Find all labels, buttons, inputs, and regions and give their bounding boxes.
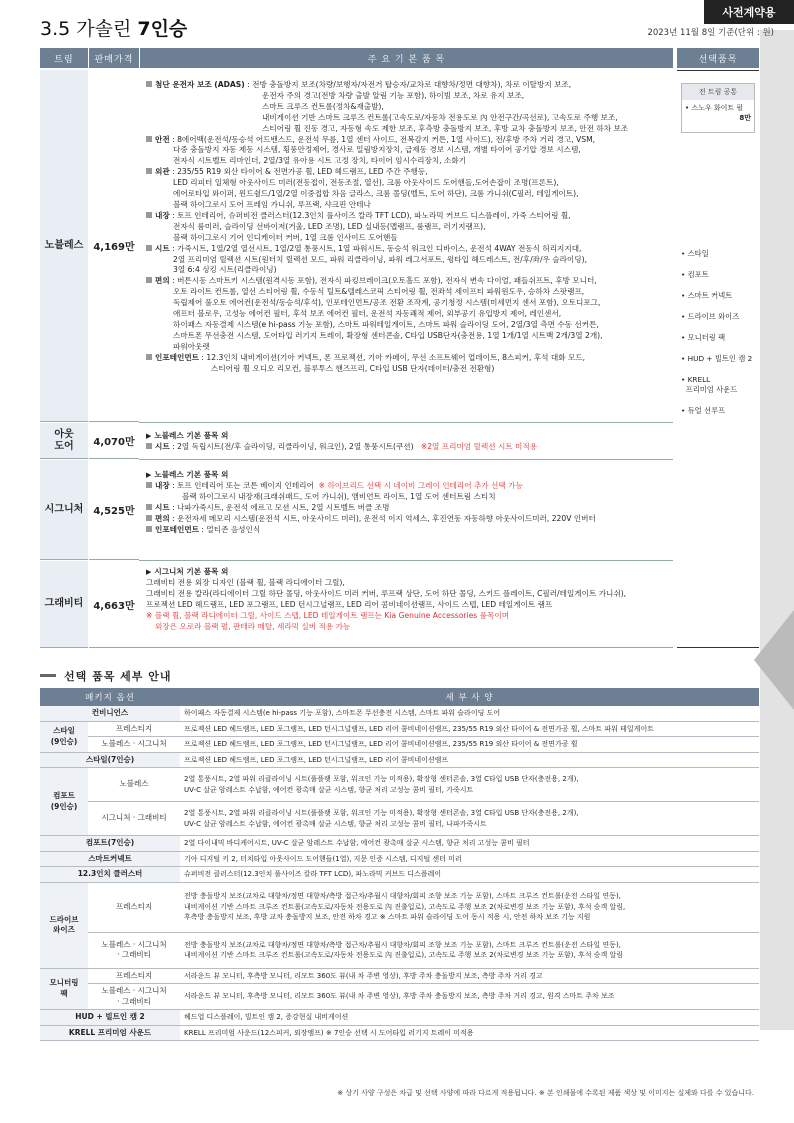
option-monitoring-pack: • 모니터링 팩 — [681, 333, 726, 342]
gravity-features: ▶ 시그니처 기본 품목 외 그래비티 전용 외장 디자인 (블랙 휠, 블랙 라디에이터 그릴), 그래비티 전용 칼라(라디에이터 그릴 하단 몰딩, 아웃사이드 미러 커버, 루프랙 상단, 도어 하단 몰딩, 스키드 플레이트, C필러/테일게이트 가니쉬), 프로젝션 LED 헤드램프, LED 포그램프, LED 턴시그널램프, LED 리어 콤비네이션램프, 사이드 스텝, LED 테일게이트 램프 ※ 블랙 휠, 블랙 라디에이터 그릴, 사이드 스텝, LED 테일게이트 램프는 Kia Genuine Accessories 품목이며 외장은 오로라 블랙 펄, 판테라 메탈, 세라믹 실버 적용 가능 — [146, 567, 671, 632]
price-date: 2023년 11월 8일 기준(단위 : 원) — [647, 28, 774, 38]
table-row — [40, 768, 759, 802]
row-divider — [139, 560, 673, 561]
gravity-line: 프로젝션 LED 헤드램프, LED 포그램프, LED 턴시그널램프, LED 리어 콤비네이션램프, 사이드 스텝, LED 테일게이트 램프 — [146, 599, 553, 609]
pkg-name: 스마트커넥트 — [40, 851, 180, 867]
pkg-spec: 2열 통풍시트, 2열 파워 리클라이닝 시트(풀플랫 포함, 워크인 기능 미적용), 확장형 센터콘솔, 3열 C타입 USB 단자(충전용, 2개), UV-C 살균 암레스트 수납함, 에어컨 광촉매 살균 시스템, 향균 처리 고성능 콤비 필터, 가죽시트 — [180, 768, 759, 802]
int-line: 전자식 룸미러, 슬라이딩 선바이저(거울, LED 조명), LED 실내등(맵램프, 룸램프, 러기지램프), — [173, 221, 486, 231]
option-snow-white: • 스노우 화이트 펄 — [685, 104, 744, 112]
pkg-spec: 프로젝션 LED 헤드램프, LED 포그램프, LED 턴시그널램프, LED 리어 콤비네이션램프, 235/55 R19 외산 타이어 & 전면가공 휠 — [180, 737, 759, 753]
adas-line: 내비게이션 기반 스마트 크루즈 컨트롤(고속도로/자동차 전용도로 內 안전구간/곡선로), 고속도로 주행 보조, — [262, 112, 618, 122]
gravity-line: 그래비티 전용 칼라(라디에이터 그릴 하단 몰딩, 아웃사이드 미러 커버, 루프랙 상단, 도어 하단 몰딩, 스키드 플레이트, C필러/테일게이트 가니쉬), — [146, 588, 627, 598]
table-row — [40, 932, 759, 968]
conv-line: 파워아웃렛 — [173, 341, 210, 351]
option-comfort: • 컴포트 — [681, 270, 709, 279]
gravity-note: ※ 블랙 휠, 블랙 라디에이터 그릴, 사이드 스텝, LED 테일게이트 램프는 Kia Genuine Accessories 품목이며 — [146, 610, 510, 620]
table-row — [40, 721, 759, 737]
detail-table — [40, 688, 759, 1041]
pkg-name: 스타일(7인승) — [40, 752, 180, 768]
table-row — [40, 882, 759, 932]
option-style: • 스타일 — [681, 249, 709, 258]
signature-seat-title: 시트 — [155, 502, 170, 512]
pkg-spec: 헤드업 디스플레이, 빌트인 캠 2, 증강현실 내비게이션 — [180, 1010, 759, 1026]
trim-name-gravity: 그래비티 — [40, 561, 88, 648]
option-snow-white-price: 8만 — [739, 114, 751, 122]
side-decoration — [760, 30, 794, 1030]
adas-line: 스마트 크루즈 컨트롤(정차&재출발), — [262, 101, 384, 111]
outdoor-base: 노블레스 기본 품목 외 — [154, 431, 229, 440]
table-row — [40, 867, 759, 883]
table-row — [40, 1010, 759, 1026]
option-dual-sunroof: • 듀얼 선루프 — [681, 406, 726, 415]
gravity-note: 외장은 오로라 블랙 펄, 판테라 메탈, 세라믹 실버 적용 가능 — [155, 621, 351, 631]
seat-line: 가죽시트, 1열/2열 열선시트, 1열/2열 통풍시트, 1열 파워시트, 동승석 워크인 디바이스, 운전석 4WAY 전동식 허리지지대, — [177, 243, 582, 253]
safety-title: 안전 — [155, 134, 170, 144]
option-smart-connect: • 스마트 커넥트 — [681, 291, 733, 300]
noblesse-features: 첨단 운전자 보조 (ADAS) : 전방 충돌방지 보조(차량/보행자/자전거 탑승자/교차로 대향차/정면 대향차), 차로 이탈방지 보조, 운전자 주의 경고(전방 차량 출발 알림 기능 포함), 하이빔 보조, 차로 유지 보조, 스마트 크루즈 컨트롤(정차&재출발), 내비게이션 기반 스마트 크루즈 컨트롤(고속도로/자동차 전용도로 內 안전구간/곡선로), 고속도로 주행 보조, 스티어링 휠 진동 경고, 자동형 속도 제한 보조, 후측방 충돌방지 보조, 후방 교차 충돌방지 보조, 안전 하차 보조 안전 : 8에어백(운전석/동승석 어드밴스드, 운전석 무릎, 1열 센터 사이드, 전복감지 커튼, 1열 사이드), 전/후방 주차 거리 경고, VSM, 다중 충돌방지 자동 제동 시스템, 횡풍안정제어, 경사로 밀림방지장치, 급제동 경보 시스템, 개별 타이어 공기압 경보 시스템, 전자식 시트벨트 리마인더, 2열/3열 유아용 시트 고정 장치, 타이어 임시수리장치, 소화기 외관 : 235/55 R19 외산 타이어 & 전면가공 휠, LED 헤드램프, LED 주간 주행등, LED 리피터 일체형 아웃사이드 미러(전동접이, 전동조절, 열선), 크롬 아웃사이드 도어핸들,도어손잡이 조명(프론트), 에어로타입 와이퍼, 윈드쉴드/1열/2열 이중접합 차음 글라스, 크롬 몰딩(벨트, 도어 하단), 크롬 가니쉬(C필러, 테일게이트), 블랙 하이그로시 도어 프레임 가니쉬, 루프랙, 샤크핀 안테나 내장 : 토프 인테리어, 슈퍼비전 클러스터(12.3인치 풀사이즈 칼라 TFT LCD), 파노라믹 커브드 디스플레이, 가죽 스티어링 휠, 전자식 룸미러, 슬라이딩 선바이저(거울, LED 조명), LED 실내등(맵램프, 룸램프, 러기지램프), 블랙 하이그로시 기어 인디케이터 커버, 1열 크롬 인사이드 도어핸들 시트 : 가죽시트, 1열/2열 열선시트, 1열/2열 통풍시트, 1열 파워시트, 동승석 워크인 디바이스, 운전석 4WAY 전동식 허리지지대, 2열 프리미엄 릴렉션 시트(원터치 릴렉션 모드, 파워 리클라이닝, 파워 레그서포트, 윙타입 헤드레스트, 전/후/좌/우 슬라이딩), 3열 6:4 싱킹 시트(리클라이닝) 편의 : 버튼시동 스마트키 시스템(원격시동 포함), 전자식 파킹브레이크(오토홀드 포함), 전자식 변속 다이얼, 패들쉬프트, 후방 모니터, 오토 라이트 컨트롤, 열선 스티어링 휠, 수동식 틸트&텔레스코픽 스티어링 휠, 전좌석 세이프티 파워윈도우, 승하차 스팟램프, 독립제어 풀오토 에어컨(운전석/동승석/후석), 인포테인먼트/공조 전환 조작계, 공기청정 시스템(미세먼지 센서 포함), 오토디포그, 애프터 블로우, 고성능 에어컨 필터, 후석 보조 에어컨 필터, 운전석 자동쾌적 제어, 외부공기 유입방지 제어, 레인센서, 하이패스 자동결제 시스템(e hi-pass 기능 포함), 스마트 파워테일게이트, 스마트 파워 슬라이딩 도어, 2열/3열 측면 수동 선커튼, 스마트폰 무선충전 시스템, 도어타입 러기지 트레이, 확장형 센터콘솔, C타입 USB단자(충전용, 1열 1개/1열 시트백 2개/3열 2개), 파워아웃렛 인포테인먼트 : 12.3인치 내비게이션(기아 커넥트, 폰 프로젝션, 기아 카페이, 무선 소프트웨어 업데이트, 8스피커, 후석 대화 모드, 스티어링 휠 오디오 리모컨, 블루투스 핸즈프리, C타입 USB 단자(데이터/충전 전환형) — [146, 80, 671, 374]
conv-line: 독립제어 풀오토 에어컨(운전석/동승석/후석), 인포테인먼트/공조 전환 조작계, 공기청정 시스템(미세먼지 센서 포함), 오토디포그, — [173, 298, 601, 308]
adas-line: 운전자 주의 경고(전방 차량 출발 알림 기능 포함), 하이빔 보조, 차로 유지 보조, — [262, 90, 525, 100]
row-divider — [139, 459, 673, 460]
signature-info-title: 인포테인먼트 — [155, 524, 200, 534]
outdoor-note: ※2열 프리미엄 릴렉션 시트 미적용 — [420, 441, 538, 451]
table-row — [40, 984, 759, 1010]
pre-contract-badge: 사전계약용 — [704, 0, 794, 24]
col-options-header: 선택품목 — [677, 48, 759, 68]
common-option-item — [682, 100, 754, 126]
pkg-sub: 노블레스 · 시그니처 · 그래비티 — [88, 932, 180, 968]
conv-title: 편의 — [155, 276, 170, 286]
options-column — [677, 70, 759, 648]
outdoor-features: ▶ 노블레스 기본 품목 외 시트 : 2열 독립시트(전/후 슬라이딩, 리클라이닝, 워크인), 2열 통풍시트(쿠션) ※2열 프리미엄 릴렉션 시트 미적용 — [146, 431, 538, 451]
safety-line: 8에어백(운전석/동승석 어드밴스드, 운전석 무릎, 1열 센터 사이드, 전복감지 커튼, 1열 사이드), 전/후방 주차 거리 경고, VSM, — [177, 134, 596, 144]
pkg-spec: 슈퍼비전 클러스터(12.3인치 풀사이즈 칼라 TFT LCD), 파노라믹 커브드 디스플레이 — [180, 867, 759, 883]
detail-col-spec: 세 부 사 양 — [180, 688, 759, 706]
pkg-spec: 전방 충돌방지 보조(교차로 대향차/정면 대향차/측방 접근차/추월시 대향차/회피 조향 보조 기능 포함), 스마트 크루즈 컨트롤(운전 스타일 연동), 내비게이션 기반 스마트 크루즈 컨트롤(고속도로/자동차 전용도로 內 진출입로), 고속도로 주행 보조 2(차로변경 보조 기능 포함), 후석 승객 알림, 후측방 충돌방지 보조, 후방 교차 충돌방지 보조, 안전 하차 경고 ※ 스마트 파워 슬라이딩 도어 동시 적용 시, 안전 하차 보조 기능 지원 — [180, 882, 759, 932]
pkg-name: 컴포트 (9인승) — [40, 768, 88, 836]
pkg-spec: 서라운드 뷰 모니터, 후측방 모니터, 리모트 360도 뷰(내 차 주변 영상), 후방 주차 충돌방지 보조, 측방 주차 거리 경고 — [180, 968, 759, 984]
safety-line: 다중 충돌방지 자동 제동 시스템, 횡풍안정제어, 경사로 밀림방지장치, 급제동 경보 시스템, 개별 타이어 공기압 경보 시스템, — [173, 145, 581, 155]
ext-line: 에어로타입 와이퍼, 윈드쉴드/1열/2열 이중접합 차음 글라스, 크롬 몰딩(벨트, 도어 하단), 크롬 가니쉬(C필러, 테일게이트), — [173, 189, 579, 199]
trim-price-outdoor: 4,070만 — [89, 423, 139, 459]
pkg-spec: 기아 디지털 키 2, 터치타입 아웃사이드 도어핸들(1열), 지문 인증 시스템, 디지털 센터 미러 — [180, 851, 759, 867]
row-divider — [139, 422, 673, 423]
table-row — [40, 737, 759, 753]
common-option-box — [681, 83, 755, 133]
pkg-spec: 전방 충돌방지 보조(교차로 대향차/정면 대향차/측방 접근차/추월시 대향차/회피 조향 보조 기능 포함), 스마트 크루즈 컨트롤(운전 스타일 연동), 내비게이션 기반 스마트 크루즈 컨트롤(고속도로/자동차 전용도로 內 진출입로), 고속도로 주행 보조 2(차로변경 보조 기능 포함), 후석 승객 알림 — [180, 932, 759, 968]
trim-price-signature: 4,525만 — [89, 460, 139, 560]
common-option-title: 전 트림 공통 — [682, 84, 754, 100]
outdoor-seat: 2열 독립시트(전/후 슬라이딩, 리클라이닝, 워크인), 2열 통풍시트(쿠션) — [177, 441, 414, 451]
ext-title: 외관 — [155, 167, 170, 177]
ext-line: 235/55 R19 외산 타이어 & 전면가공 휠, LED 헤드램프, LED 주간 주행등, — [177, 167, 428, 177]
int-line: 블랙 하이그로시 기어 인디케이터 커버, 1열 크롬 인사이드 도어핸들 — [173, 232, 398, 242]
signature-int-note: ※ 하이브리드 선택 시 네이비 그레이 인테리어 추가 선택 가능 — [318, 480, 523, 490]
adas-line: 전방 충돌방지 보조(차량/보행자/자전거 탑승자/교차로 대향차/정면 대향차), 차로 이탈방지 보조, — [252, 80, 572, 89]
pkg-sub: 프레스티지 — [88, 882, 180, 932]
signature-int: 블랙 하이그로시 내장재(크래쉬패드, 도어 가니쉬), 앰비언트 라이트, 1열 도어 센터트림 스티치 — [182, 491, 496, 501]
table-row — [40, 706, 759, 721]
detail-col-pkg: 패키지 옵션 — [40, 688, 180, 706]
table-row — [40, 802, 759, 836]
col-trim-header: 트림 — [40, 48, 88, 68]
table-row — [40, 836, 759, 852]
table-row — [40, 851, 759, 867]
pkg-sub: 프레스티지 — [88, 721, 180, 737]
pkg-spec: 2열 통풍시트, 2열 파워 리클라이닝 시트(풀플랫 포함, 워크인 기능 미적용), 확장형 센터콘솔, 3열 C타입 USB 단자(충전용, 2개), UV-C 살균 암레스트 수납함, 에어컨 광촉매 살균 시스템, 향균 처리 고성능 콤비 필터, 나파가죽시트 — [180, 802, 759, 836]
pkg-name: KRELL 프리미엄 사운드 — [40, 1025, 180, 1041]
conv-line: 스마트폰 무선충전 시스템, 도어타입 러기지 트레이, 확장형 센터콘솔, C타입 USB단자(충전용, 1열 1개/1열 시트백 2개/3열 2개), — [173, 330, 603, 340]
pkg-spec: 프로젝션 LED 헤드램프, LED 포그램프, LED 턴시그널램프, LED 리어 콤비네이션램프 — [180, 752, 759, 768]
pkg-sub: 노블레스 — [88, 768, 180, 802]
conv-line: 하이패스 자동결제 시스템(e hi-pass 기능 포함), 스마트 파워테일게이트, 스마트 파워 슬라이딩 도어, 2열/3열 측면 수동 선커튼, — [173, 319, 599, 329]
info-line: 스티어링 휠 오디오 리모컨, 블루투스 핸즈프리, C타입 USB 단자(데이터/충전 전환형) — [211, 363, 495, 373]
gravity-line: 그래비티 전용 외장 디자인 (블랙 휠, 블랙 라디에이터 그릴), — [146, 577, 345, 587]
pkg-name: 12.3인치 클러스터 — [40, 867, 180, 883]
option-krell: • KRELL 프리미엄 사운드 — [681, 375, 738, 394]
pkg-spec: 서라운드 뷰 모니터, 후측방 모니터, 리모트 360도 뷰(내 차 주변 영상), 후방 주차 충돌방지 보조, 측방 주차 거리 경고, 원격 스마트 주차 보조 — [180, 984, 759, 1010]
footnote: ※ 상기 사양 구성은 차급 및 선택 사양에 따라 다르게 적용됩니다. ※ 본 인쇄물에 수록된 제품 색상 및 이미지는 실제와 다를 수 있습니다. — [337, 1089, 754, 1097]
pkg-sub: 시그니처 · 그래비티 — [88, 802, 180, 836]
ext-line: 블랙 하이그로시 도어 프레임 가니쉬, 루프랙, 샤크핀 안테나 — [173, 199, 371, 209]
trim-name-signature: 시그니처 — [40, 460, 88, 560]
ext-line: LED 리피터 일체형 아웃사이드 미러(전동접이, 전동조절, 열선), 크롬 아웃사이드 도어핸들,도어손잡이 조명(프론트), — [173, 178, 559, 188]
option-list — [681, 249, 752, 416]
table-row — [40, 968, 759, 984]
seat-title: 시트 — [155, 243, 170, 253]
pkg-name: 모니터링 팩 — [40, 968, 88, 1010]
trim-price-gravity: 4,663만 — [89, 561, 139, 648]
conv-line: 오토 라이트 컨트롤, 열선 스티어링 휠, 수동식 틸트&텔레스코픽 스티어링 휠, 전좌석 세이프티 파워윈도우, 승하차 스팟램프, — [173, 287, 585, 297]
trim-name-outdoor: 아웃 도어 — [40, 423, 88, 459]
title-prefix: 3.5 가솔린 — [40, 18, 138, 40]
pkg-name: 컴포트(7인승) — [40, 836, 180, 852]
trim-name-noblesse: 노블레스 — [40, 70, 88, 422]
pkg-spec: 하이패스 자동결제 시스템(e hi-pass 기능 포함), 스마트폰 무선충전 시스템, 스마트 파워 슬라이딩 도어 — [180, 706, 759, 721]
signature-info: 멀티존 음성인식 — [206, 524, 261, 534]
option-hud: • HUD + 빌트인 캠 2 — [681, 354, 753, 363]
title-bold: 7인승 — [137, 18, 188, 40]
signature-int: 토프 인테리어 또는 코튼 베이지 인테리어 — [177, 480, 314, 490]
int-line: 토프 인테리어, 슈퍼비전 클러스터(12.3인치 풀사이즈 칼라 TFT LCD), 파노라믹 커브드 디스플레이, 가죽 스티어링 휠, — [177, 210, 571, 220]
pkg-name: 드라이브 와이즈 — [40, 882, 88, 968]
table-row — [40, 752, 759, 768]
col-features-header: 주 요 기 본 품 목 — [140, 48, 673, 68]
pkg-spec: 2열 다이내믹 바디케어시트, UV-C 살균 암레스트 수납함, 에어컨 광촉매 살균 시스템, 향균 처리 고성능 콤비 필터 — [180, 836, 759, 852]
info-line: 12.3인치 내비게이션(기아 커넥트, 폰 프로젝션, 기아 카페이, 무선 소프트웨어 업데이트, 8스피커, 후석 대화 모드, — [206, 352, 586, 362]
signature-base: 노블레스 기본 품목 외 — [154, 470, 229, 479]
gravity-base: 시그니처 기본 품목 외 — [154, 567, 229, 576]
seat-line: 3열 6:4 싱킹 시트(리클라이닝) — [173, 265, 277, 275]
conv-line: 애프터 블로우, 고성능 에어컨 필터, 후석 보조 에어컨 필터, 운전석 자동쾌적 제어, 외부공기 유입방지 제어, 레인센서, — [173, 309, 562, 319]
pkg-name: 스타일 (9인승) — [40, 721, 88, 752]
table-row — [40, 1025, 759, 1041]
adas-line: 스티어링 휠 진동 경고, 자동형 속도 제한 보조, 후측방 충돌방지 보조, 후방 교차 충돌방지 보조, 안전 하차 보조 — [262, 123, 629, 133]
pkg-spec: KRELL 프리미엄 사운드(12스피커, 외장앰프) ※ 7인승 선택 시 도어타입 러기지 트레이 미적용 — [180, 1025, 759, 1041]
signature-conv: 운전자세 메모리 시스템(운전석 시트, 아웃사이드 미러), 운전석 이지 억세스, 후진연동 자동하향 아웃사이드미러, 220V 인버터 — [177, 513, 596, 523]
conv-line: 버튼시동 스마트키 시스템(원격시동 포함), 전자식 파킹브레이크(오토홀드 포함), 전자식 변속 다이얼, 패들쉬프트, 후방 모니터, — [177, 276, 597, 286]
int-title: 내장 — [155, 210, 170, 220]
col-price-header: 판매가격 — [89, 48, 139, 68]
safety-line: 전자식 시트벨트 리마인더, 2열/3열 유아용 시트 고정 장치, 타이어 임시수리장치, 소화기 — [173, 156, 467, 166]
pkg-sub: 노블레스 · 시그니처 · 그래비티 — [88, 984, 180, 1010]
adas-title: 첨단 운전자 보조 (ADAS) — [155, 80, 245, 89]
pkg-spec: 프로젝션 LED 헤드램프, LED 포그램프, LED 턴시그널램프, LED 리어 콤비네이션램프, 235/55 R19 외산 타이어 & 전면가공 휠, 스마트 파워 테일게이트 — [180, 721, 759, 737]
detail-section-title — [40, 668, 172, 684]
row-divider — [139, 647, 673, 648]
outdoor-seat-title: 시트 — [155, 441, 170, 451]
detail-title-text: 선택 품목 세부 안내 — [64, 670, 172, 683]
signature-seat: 나파가죽시트, 운전석 에르고 모션 시트, 2열 시트벨트 버클 조명 — [177, 502, 390, 512]
signature-int-title: 내장 — [155, 480, 170, 490]
info-title: 인포테인먼트 — [155, 352, 200, 362]
page-title — [40, 14, 187, 41]
option-drive-wise: • 드라이브 와이즈 — [681, 312, 740, 321]
seat-line: 2열 프리미엄 릴렉션 시트(원터치 릴렉션 모드, 파워 리클라이닝, 파워 레그서포트, 윙타입 헤드레스트, 전/후/좌/우 슬라이딩), — [173, 254, 587, 264]
pkg-sub: 노블레스 · 시그니처 — [88, 737, 180, 753]
signature-conv-title: 편의 — [155, 513, 170, 523]
feature-adas: 첨단 운전자 보조 (ADAS) : 전방 충돌방지 보조(차량/보행자/자전거 탑승자/교차로 대향차/정면 대향차), 차로 이탈방지 보조, — [146, 80, 671, 91]
pkg-name: 컨비니언스 — [40, 706, 180, 721]
signature-features: ▶ 노블레스 기본 품목 외 내장 : 토프 인테리어 또는 코튼 베이지 인테리어 ※ 하이브리드 선택 시 네이비 그레이 인테리어 추가 선택 가능 블랙 하이그로시 내장재(크래쉬패드, 도어 가니쉬), 앰비언트 라이트, 1열 도어 센터트림 스티치 시트 : 나파가죽시트, 운전석 에르고 모션 시트, 2열 시트벨트 버클 조명 편의 : 운전자세 메모리 시스템(운전석 시트, 아웃사이드 미러), 운전석 이지 억세스, 후진연동 자동하향 아웃사이드미러, 220V 인버터 인포테인먼트 : 멀티존 음성인식 — [146, 470, 671, 535]
pkg-sub: 프레스티지 — [88, 968, 180, 984]
pkg-name: HUD + 빌트인 캠 2 — [40, 1010, 180, 1026]
trim-price-noblesse: 4,169만 — [89, 70, 139, 422]
